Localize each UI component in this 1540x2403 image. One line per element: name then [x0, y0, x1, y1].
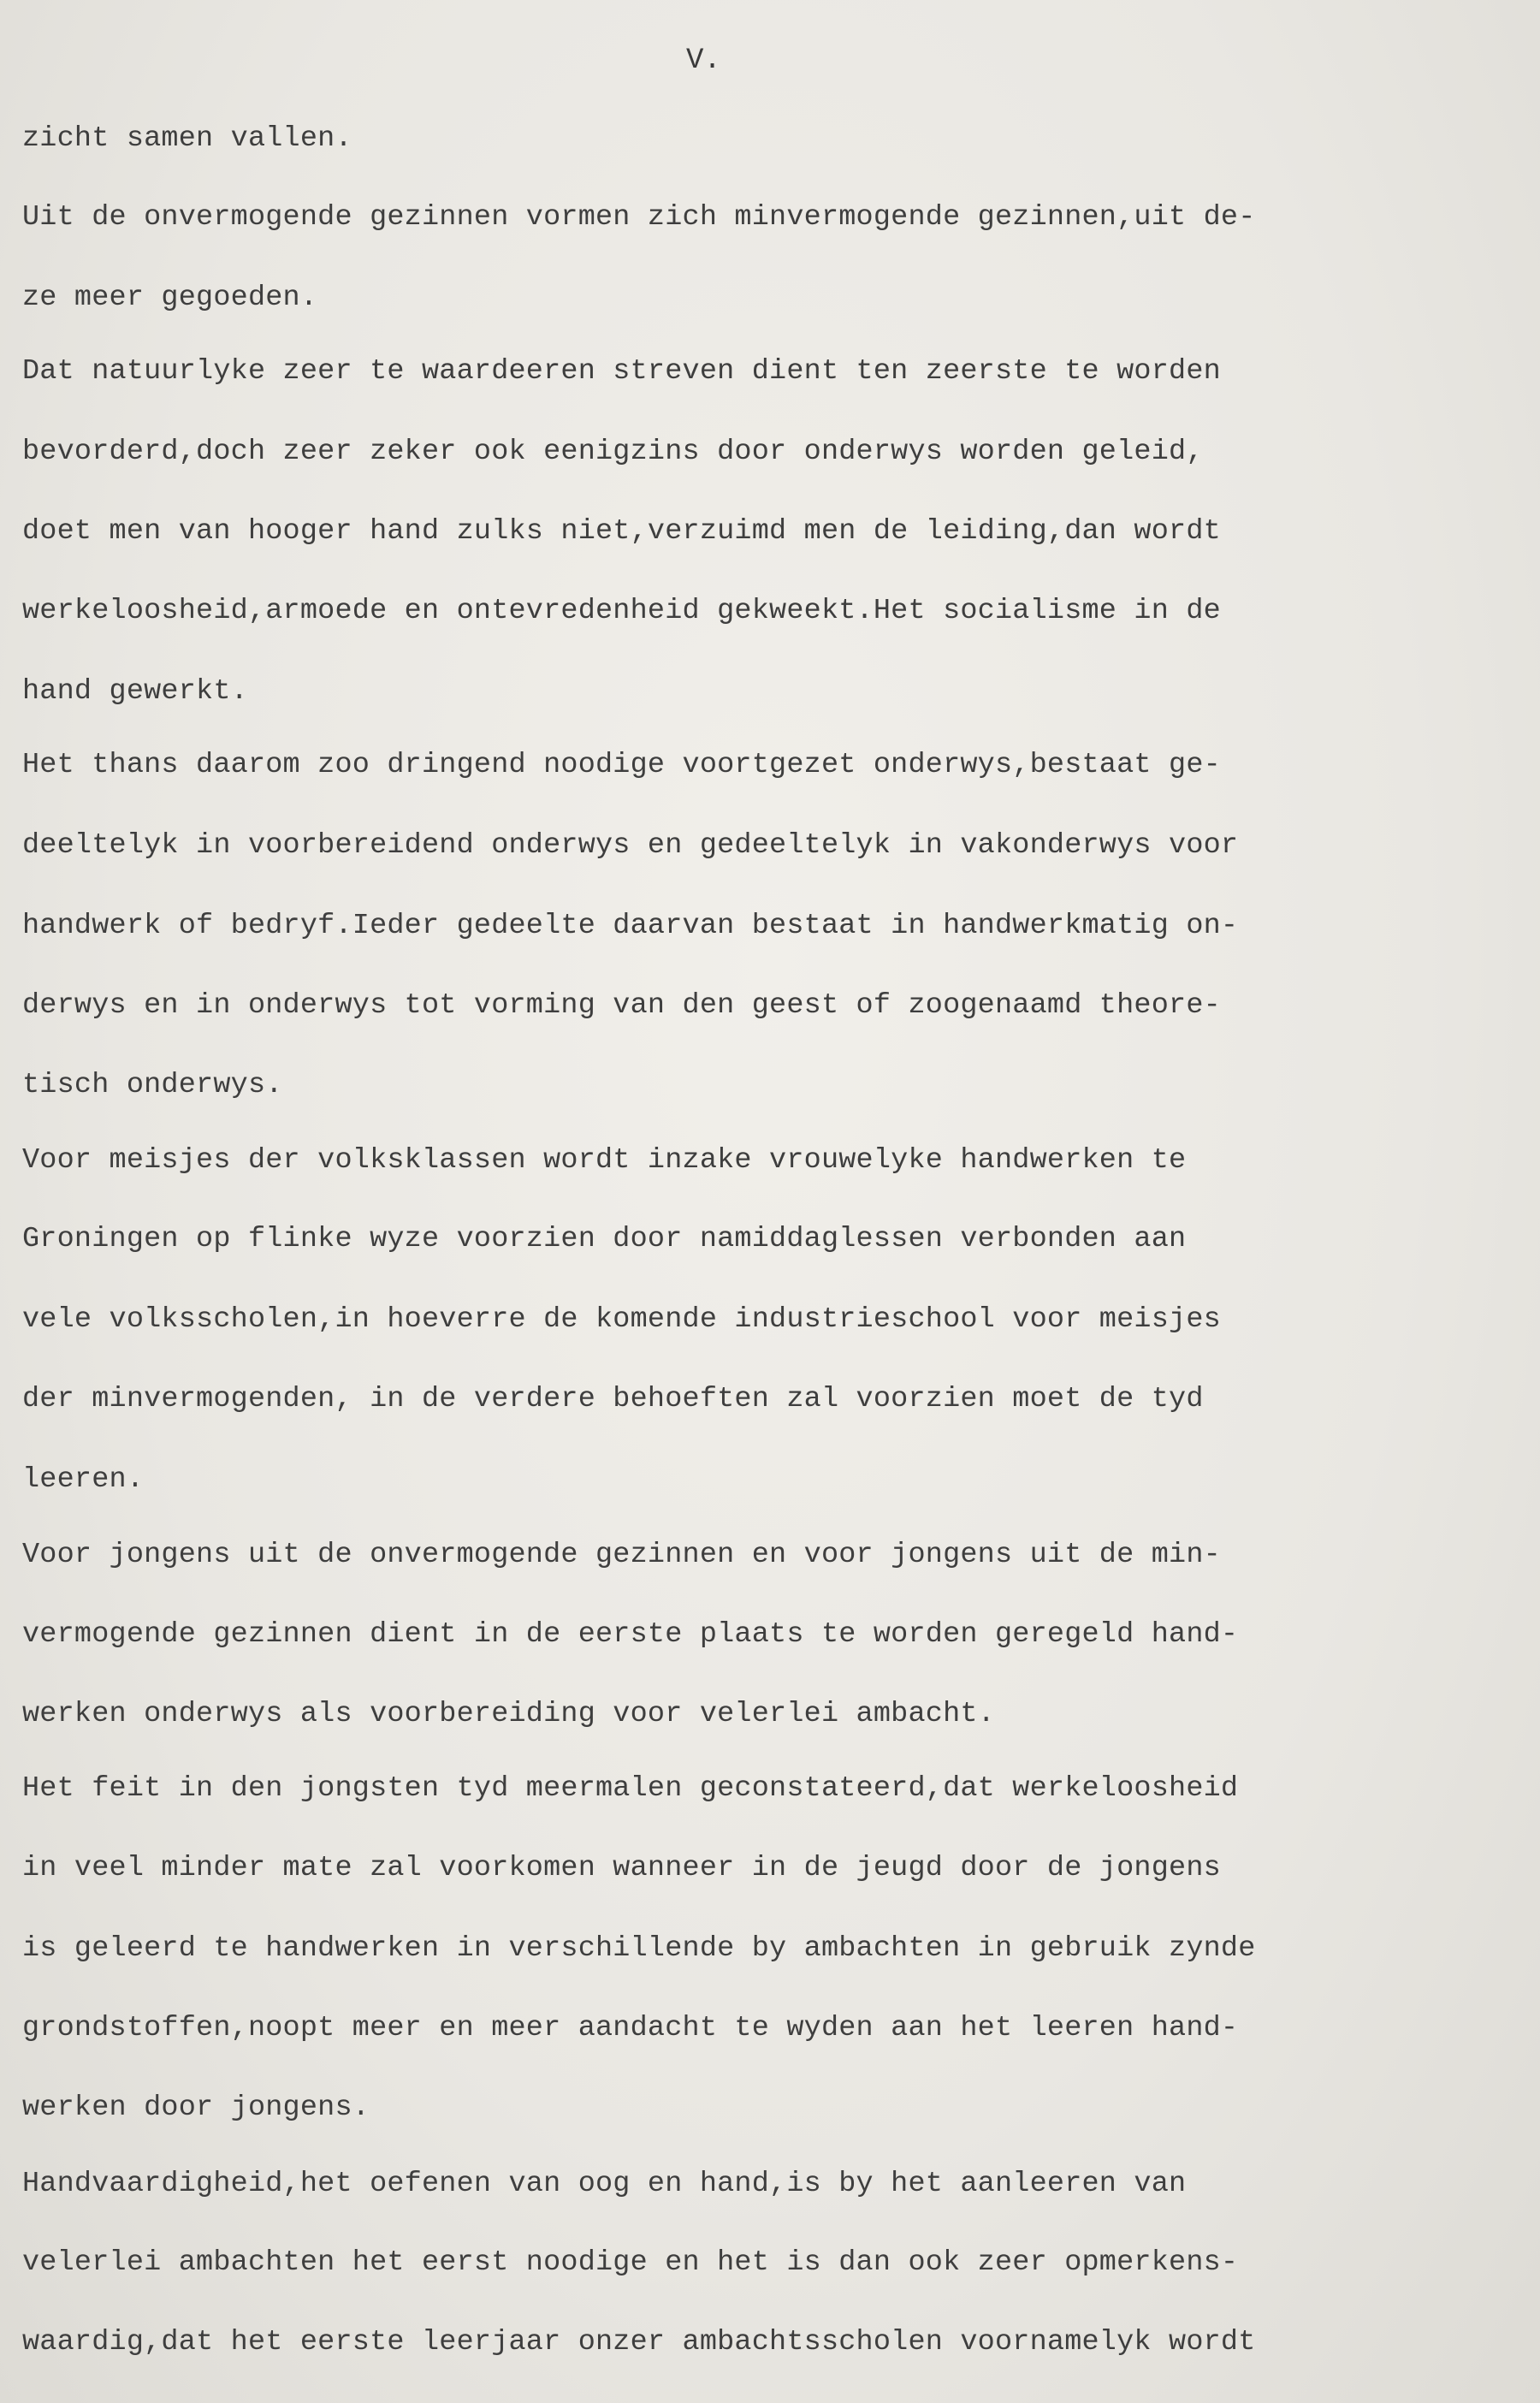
text-line-13: tisch onderwys.	[22, 1069, 283, 1101]
text-line-27: Handvaardigheid,het oefenen van oog en hand,is by het aanleeren van	[22, 2168, 1187, 2200]
text-line-2: Uit de onvermogende gezinnen vormen zich minvermogende gezinnen,uit de-	[22, 201, 1256, 234]
text-line-4: Dat natuurlyke zeer te waardeeren streven dient ten zeerste te worden	[22, 355, 1221, 388]
text-line-26: werken door jongens.	[22, 2092, 370, 2124]
text-line-15: Groningen op flinke wyze voorzien door namiddaglessen verbonden aan	[22, 1223, 1187, 1255]
text-line-1: zicht samen vallen.	[22, 122, 352, 155]
page-number: V.	[686, 44, 721, 77]
text-line-25: grondstoffen,noopt meer en meer aandacht te wyden aan het leeren hand-	[22, 2012, 1239, 2044]
text-line-28: velerlei ambachten het eerst noodige en het is dan ook zeer opmerkens-	[22, 2246, 1239, 2279]
text-line-18: leeren.	[22, 1463, 145, 1496]
text-line-9: Het thans daarom zoo dringend noodige voortgezet onderwys,bestaat ge-	[22, 749, 1221, 781]
text-line-14: Voor meisjes der volksklassen wordt inzake vrouwelyke handwerken te	[22, 1144, 1187, 1177]
text-line-22: Het feit in den jongsten tyd meermalen geconstateerd,dat werkeloosheid	[22, 1772, 1239, 1805]
text-line-6: doet men van hooger hand zulks niet,verzuimd men de leiding,dan wordt	[22, 515, 1221, 548]
text-line-19: Voor jongens uit de onvermogende gezinnen en voor jongens uit de min-	[22, 1539, 1221, 1571]
text-line-5: bevorderd,doch zeer zeker ook eenigzins door onderwys worden geleid,	[22, 436, 1204, 468]
text-line-21: werken onderwys als voorbereiding voor velerlei ambacht.	[22, 1698, 995, 1730]
text-line-7: werkeloosheid,armoede en ontevredenheid gekweekt.Het socialisme in de	[22, 595, 1221, 627]
text-line-20: vermogende gezinnen dient in de eerste plaats te worden geregeld hand-	[22, 1618, 1239, 1651]
text-line-24: is geleerd te handwerken in verschillende by ambachten in gebruik zynde	[22, 1932, 1256, 1965]
text-line-29: waardig,dat het eerste leerjaar onzer ambachtsscholen voornamelyk wordt	[22, 2326, 1256, 2358]
text-line-16: vele volksscholen,in hoeverre de komende industrieschool voor meisjes	[22, 1303, 1221, 1336]
text-line-17: der minvermogenden, in de verdere behoeften zal voorzien moet de tyd	[22, 1383, 1204, 1415]
text-line-23: in veel minder mate zal voorkomen wanneer in de jeugd door de jongens	[22, 1852, 1221, 1884]
text-line-11: handwerk of bedryf.Ieder gedeelte daarvan bestaat in handwerkmatig on-	[22, 910, 1239, 942]
text-line-8: hand gewerkt.	[22, 675, 248, 708]
text-line-3: ze meer gegoeden.	[22, 282, 318, 314]
text-line-12: derwys en in onderwys tot vorming van den geest of zoogenaamd theore-	[22, 989, 1221, 1022]
text-line-10: deeltelyk in voorbereidend onderwys en gedeeltelyk in vakonderwys voor	[22, 829, 1239, 862]
